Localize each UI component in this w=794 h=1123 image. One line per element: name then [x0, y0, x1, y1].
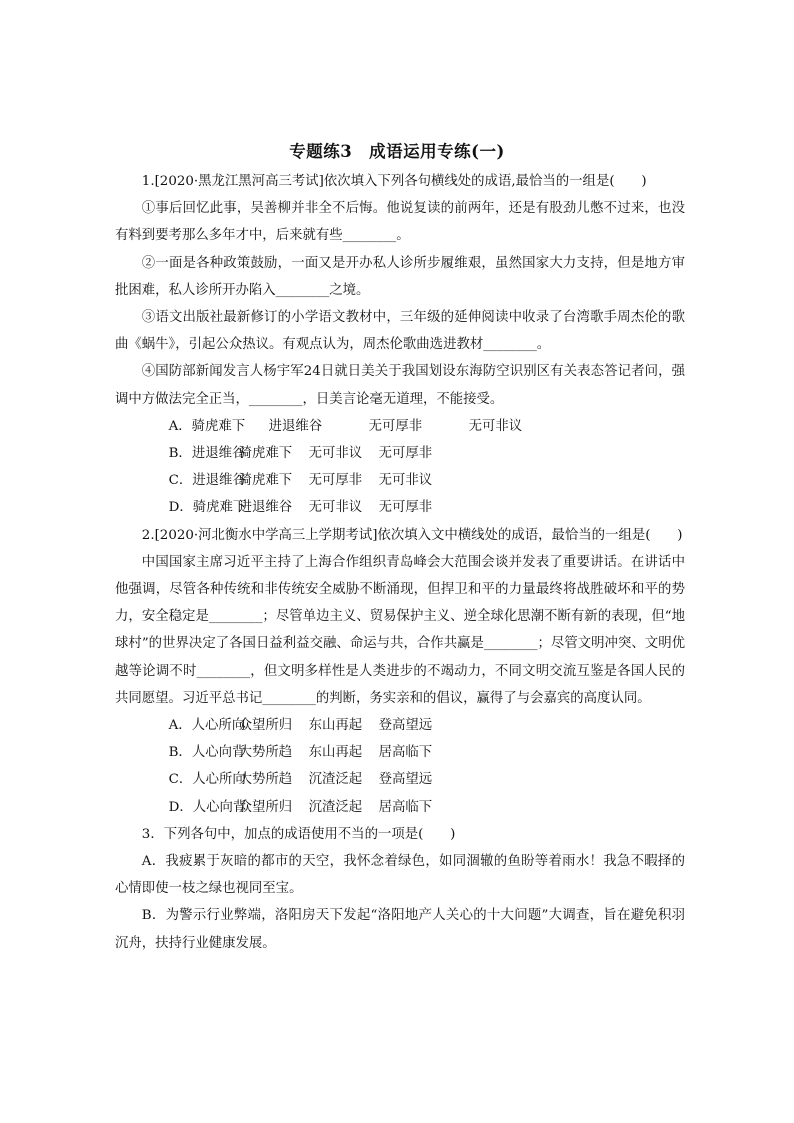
question-2-option-b: B．人心向背大势所趋 东山再起 居高临下 — [168, 745, 433, 761]
question-2-option-c: C．人心所向大势所趋 沉渣泛起 登高望远 — [168, 772, 433, 788]
question-1-sentence-1: ①事后回忆此事，吴善柳并非全不后悔。他说复读的前两年，还是有股劲儿憋不过来，也没有料到要考那么多年才中，后来就有些________。 — [115, 201, 685, 244]
question-1-option-b: B．进退维谷骑虎难下 无可非议 无可厚非 — [168, 446, 433, 462]
question-2-option-a: A．人心所向众望所归 东山再起 登高望远 — [168, 718, 433, 734]
exercise-content — [115, 168, 685, 957]
question-2-passage: 中国国家主席习近平主持了上海合作组织青岛峰会大范围会谈并发表了重要讲话。在讲话中他强调，尽管各种传统和非传统安全威胁不断涌现，但捍卫和平的力量最终将战胜破坏和平的势力，安全稳定是________；尽管单边主义、贸易保护主义、逆全球化思潮不断有新的表现，但“地球村”的世界决定了各国日益利益交融、命运与共，合作共赢是________；尽管文明冲突、文明优越等论调不时________，但文明多样性是人类进步的不竭动力，不同文明交流互鉴是各国人民的共同愿望。习近平总书记________的判断，务实亲和的倡议，赢得了与会嘉宾的高度认同。 — [115, 554, 685, 706]
question-1-sentence-2: ②一面是各种政策鼓励，一面又是开办私人诊所步履维艰，虽然国家大力支持，但是地方审批困难，私人诊所开办陷入________之境。 — [115, 255, 685, 298]
question-1-sentence-4: ④国防部新闻发言人杨宇军24日就日美关于我国划设东海防空识别区有关表态答记者问，强调中方做法完全正当，________，日美言论毫无道理，不能接受。 — [115, 364, 685, 407]
question-1-option-a: A．骑虎难下 进退维谷 无可厚非 无可非议 — [168, 418, 523, 434]
question-3-option-b: B．为警示行业弊端，洛阳房天下发起“洛阳地产人关心的十大问题”大调查，旨在避免积羽沉舟，扶持行业健康发展。 — [115, 908, 685, 951]
question-3-option-a: A．我疲累于灰暗的都市的天空，我怀念着绿色，如同涸辙的鱼盼等着雨水！我急不暇择的心情即使一枝之绿也视同至宝。 — [115, 854, 685, 897]
question-2-stem: 2.[2020·河北衡水中学高三上学期考试]依次填入文中横线处的成语，最恰当的一组是( ) — [141, 527, 683, 543]
question-1-option-c: C．进退维谷骑虎难下 无可厚非 无可非议 — [168, 473, 433, 489]
question-3-stem: 3．下列各句中，加点的成语使用不当的一项是( ) — [141, 826, 456, 842]
question-1-sentence-3: ③语文出版社最新修订的小学语文教材中，三年级的延伸阅读中收录了台湾歌手周杰伦的歌曲《蜗牛》，引起公众热议。有观点认为，周杰伦歌曲选进教材________。 — [115, 310, 685, 353]
page-title: 专题练3 成语运用专练(一) — [289, 142, 505, 161]
question-1-stem: 1.[2020·黑龙江黑河高三考试]依次填入下列各句横线处的成语,最恰当的一组是( ) — [141, 174, 647, 189]
question-1-option-d: D．骑虎难下进退维谷 无可非议 无可厚非 — [168, 500, 433, 516]
question-2-option-d: D．人心向背众望所归 沉渣泛起 居高临下 — [168, 799, 433, 815]
